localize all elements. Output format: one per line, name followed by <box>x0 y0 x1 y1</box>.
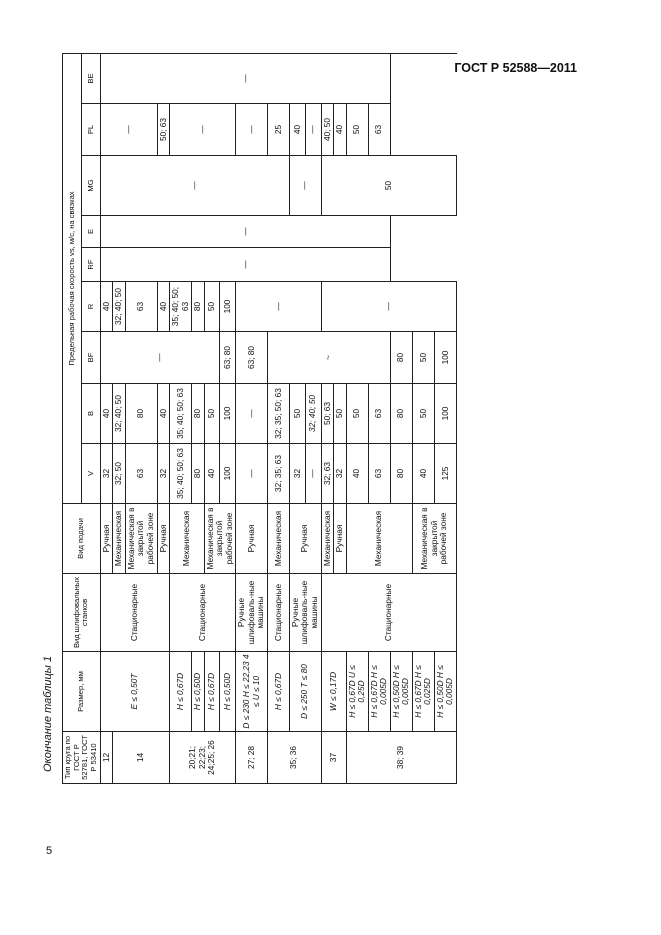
table-cell: 32; 35; 63 <box>267 444 289 504</box>
table-cell: Механическая в закрытой рабочей зоне <box>125 504 157 574</box>
table-cell: Стационарные <box>100 574 169 652</box>
table-cell: 63 <box>125 282 157 332</box>
table-cell: 35; 40; 50; 63 <box>170 384 192 444</box>
table-cell: 50; 63 <box>157 104 170 156</box>
table-cell: 35; 40; 50; 63 <box>170 282 192 332</box>
table-cell: Ручная <box>100 504 113 574</box>
table-cell: 100 <box>220 282 236 332</box>
table-cell: Механическая в закрытой рабочей зоне <box>204 504 236 574</box>
table-cell: H ≤ 0,67D H ≤ 0,005D <box>368 652 390 732</box>
table-cell: 32; 50 <box>113 444 126 504</box>
table-cell: 100 <box>434 384 456 444</box>
table-cell: Ручная <box>334 504 347 574</box>
col-machine: Вид шлифовальных станков <box>63 574 101 652</box>
table-cell: 63 <box>368 104 390 156</box>
table-cell: 80 <box>390 332 412 384</box>
col-feed: Вид подачи <box>63 504 101 574</box>
table-row <box>321 53 334 783</box>
table-cell: — <box>100 216 390 248</box>
table-cell: H ≤ 0,67D H ≤ 0,025D <box>412 652 434 732</box>
col-type: Тип круга по ГОСТ Р 52781, ГОСТ Р 53410 <box>63 732 101 784</box>
table-cell: 32; 63 <box>321 444 334 504</box>
table-cell: — <box>100 332 220 384</box>
bond-bf: BF <box>81 332 100 384</box>
table-cell: 50 <box>412 332 434 384</box>
header-row <box>63 53 82 783</box>
table-cell: 63; 80 <box>236 332 268 384</box>
table-cell: — <box>236 384 268 444</box>
table-cell: 50 <box>321 156 456 216</box>
table-cell: Стационарные <box>321 574 456 652</box>
table-cell: 40 <box>100 282 113 332</box>
table-cell: 80 <box>192 384 205 444</box>
table-row <box>100 53 113 783</box>
table-cell: 32 <box>157 444 170 504</box>
table-cell: — <box>289 156 321 216</box>
table-cell: 40 <box>157 384 170 444</box>
table-cell: Механическая <box>170 504 205 574</box>
bond-be: BE <box>81 53 100 103</box>
table-cell: H ≤ 0,67D <box>204 652 220 732</box>
table-cell: 50 <box>334 384 347 444</box>
table-cell: 32; 40; 50 <box>113 384 126 444</box>
table-cell: 37 <box>321 732 346 784</box>
bond-b: B <box>81 384 100 444</box>
bond-e: E <box>81 216 100 248</box>
table-cell: — <box>100 53 390 103</box>
table-cell: 40 <box>412 444 434 504</box>
table-cell: 100 <box>220 384 236 444</box>
table-cell: 35; 36 <box>267 732 321 784</box>
table-cell: 50 <box>289 384 305 444</box>
table-cell: H ≤ 0,50D H ≤ 0,005D <box>434 652 456 732</box>
caption-container <box>42 94 60 784</box>
document-header: ГОСТ Р 52588—2011 <box>454 61 577 75</box>
table-cell: 63 <box>368 384 390 444</box>
table-cell: 80 <box>125 384 157 444</box>
bond-mg: MG <box>81 156 100 216</box>
table-caption: Окончание таблицы 1 <box>42 655 54 772</box>
table-cell: — <box>170 104 236 156</box>
table-cell: 125 <box>434 444 456 504</box>
table-cell: 40; 50 <box>321 104 334 156</box>
table-cell: 40 <box>346 444 368 504</box>
table-cell: Ручные шлифоваль-ные машины <box>289 574 321 652</box>
table-cell: Стационарные <box>170 574 236 652</box>
table-cell: 32; 40; 50 <box>113 282 126 332</box>
table-cell: Ручные шлифоваль-ные машины <box>236 574 268 652</box>
table-cell: — <box>321 282 456 332</box>
table-cell: 63; 80 <box>220 332 236 384</box>
col-size: Размер, мм <box>63 652 101 732</box>
table-cell: H ≤ 0,67D <box>267 652 289 732</box>
table-cell: — <box>305 444 321 504</box>
table-cell: E ≤ 0,50T <box>100 652 169 732</box>
table-cell: — <box>305 104 321 156</box>
table-cell: 32; 35; 50; 63 <box>267 384 289 444</box>
table-cell: H ≤ 0,50D <box>220 652 236 732</box>
table-cell: 32 <box>100 444 113 504</box>
page-number: 5 <box>46 845 53 857</box>
table-cell: H ≤ 0,50D <box>192 652 205 732</box>
table-cell: 80 <box>390 384 412 444</box>
table-cell: 40 <box>204 444 220 504</box>
table-cell: 80 <box>192 444 205 504</box>
table-cell: W ≤ 0,17D <box>321 652 346 732</box>
table-cell: — <box>236 444 268 504</box>
table-cell: 50; 63 <box>321 384 334 444</box>
table-cell: 50 <box>204 384 220 444</box>
bond-pl: PL <box>81 104 100 156</box>
col-speed-group: Предельная рабочая скорость vs, м/с, на связках <box>63 53 82 503</box>
table-cell: 32 <box>289 444 305 504</box>
table-cell: 50 <box>346 104 368 156</box>
table-cell: Механическая <box>267 504 289 574</box>
table-cell: — <box>100 104 157 156</box>
table-cell: — <box>236 282 321 332</box>
table-cell: Механическая <box>321 504 334 574</box>
table-cell: D ≤ 250 T ≤ 80 <box>289 652 321 732</box>
bond-v: V <box>81 444 100 504</box>
table-cell: 12 <box>100 732 113 784</box>
table-cell: Ручная <box>236 504 268 574</box>
table-cell: 25 <box>267 104 289 156</box>
table-cell: 80 <box>192 282 205 332</box>
table-cell: 40 <box>334 104 347 156</box>
speed-table <box>62 53 457 784</box>
table-cell: 50 <box>204 282 220 332</box>
table-cell: Механическая <box>346 504 412 574</box>
table-cell: 100 <box>434 332 456 384</box>
table-cell: — <box>236 104 268 156</box>
table-cell: 14 <box>113 732 170 784</box>
table-cell: 100 <box>220 444 236 504</box>
bond-rf: RF <box>81 248 100 282</box>
rotated-table-container <box>62 73 455 784</box>
table-cell: 38; 39 <box>346 732 456 784</box>
table-cell: 35; 40; 50; 63 <box>170 444 192 504</box>
table-cell: 80 <box>390 444 412 504</box>
table-cell: Стационарные <box>267 574 289 652</box>
bond-r: R <box>81 282 100 332</box>
table-cell: Ручная <box>157 504 170 574</box>
table-cell: Механическая в закрытой рабочей зоне <box>412 504 456 574</box>
table-cell: 50 <box>346 384 368 444</box>
table-cell: D ≤ 230 H ≤ 22,23 4 ≤ U ≤ 10 <box>236 652 268 732</box>
table-cell: 40 <box>289 104 305 156</box>
table-cell: 40 <box>157 282 170 332</box>
table-cell: Ручная <box>289 504 321 574</box>
table-cell: 32 <box>334 444 347 504</box>
table-cell: — <box>100 248 390 282</box>
table-cell: 32; 40; 50 <box>305 384 321 444</box>
table-cell: 40 <box>100 384 113 444</box>
table-cell: H ≤ 0,50D H ≤ 0,005D <box>390 652 412 732</box>
table-row <box>289 53 305 783</box>
table-cell: — <box>100 156 289 216</box>
table-cell: 20;21; 22;23; 24;25; 26 <box>170 732 236 784</box>
table-cell: Механическая <box>113 504 126 574</box>
table-cell: ~ <box>267 332 390 384</box>
table-cell: 27; 28 <box>236 732 268 784</box>
table-cell: H ≤ 0,67D <box>170 652 192 732</box>
table-cell: 63 <box>368 444 390 504</box>
table-cell: H ≤ 0,67D U ≤ 0,25D <box>346 652 368 732</box>
table-cell: 63 <box>125 444 157 504</box>
table-cell: 50 <box>412 384 434 444</box>
